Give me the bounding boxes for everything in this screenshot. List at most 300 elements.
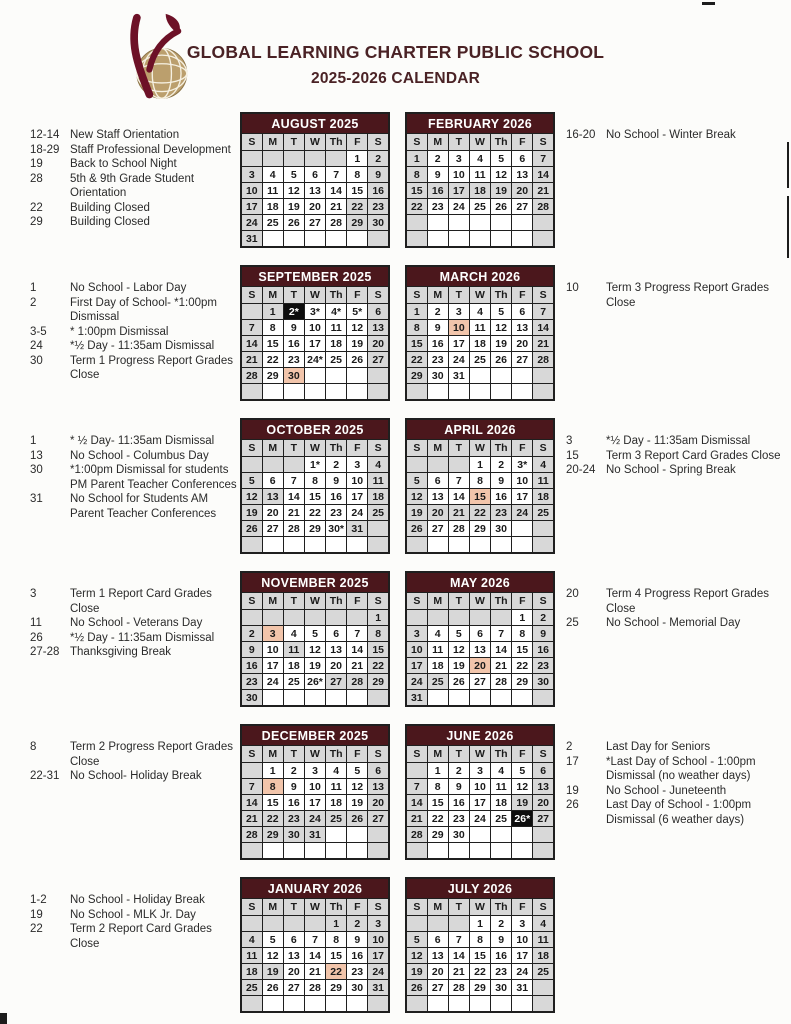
calendar-grid bbox=[0, 112, 791, 1013]
day-cell: 8 bbox=[512, 626, 533, 642]
day-cell bbox=[368, 996, 389, 1013]
day-cell: 21 bbox=[533, 336, 554, 352]
day-cell bbox=[304, 610, 325, 626]
day-cell: 6 bbox=[262, 473, 283, 489]
note-text: * 1:00pm Dismissal bbox=[70, 325, 169, 338]
day-cell bbox=[326, 384, 347, 401]
day-cell bbox=[368, 537, 389, 554]
day-cell: 30 bbox=[533, 674, 554, 690]
day-cell: 10 bbox=[241, 183, 262, 199]
day-cell: 3* bbox=[304, 304, 325, 320]
day-cell: 30* bbox=[326, 521, 347, 537]
day-cell: 14 bbox=[304, 948, 325, 964]
day-cell bbox=[533, 843, 554, 860]
school-name: GLOBAL LEARNING CHARTER PUBLIC SCHOOL bbox=[186, 42, 605, 62]
note-line bbox=[30, 769, 240, 784]
day-header: M bbox=[427, 287, 448, 304]
day-cell: 29 bbox=[368, 674, 389, 690]
day-cell bbox=[533, 980, 554, 996]
day-cell bbox=[283, 151, 304, 167]
note-text: *½ Day - 11:35am Dismissal bbox=[70, 340, 215, 352]
day-cell: 13 bbox=[533, 779, 554, 795]
note-text: No School - Winter Break bbox=[606, 129, 736, 141]
day-cell: 6 bbox=[512, 304, 533, 320]
calendar-title: AUGUST 2025 bbox=[241, 113, 389, 134]
day-header: Th bbox=[491, 440, 512, 457]
calendar-january-2026 bbox=[240, 877, 390, 1013]
day-cell: 10 bbox=[304, 320, 325, 336]
day-cell: 20 bbox=[469, 658, 490, 674]
day-cell: 21 bbox=[304, 964, 325, 980]
day-cell: 6 bbox=[368, 304, 389, 320]
day-cell: 14 bbox=[406, 795, 427, 811]
day-header: M bbox=[427, 440, 448, 457]
day-header: M bbox=[262, 593, 283, 610]
note-text: Term 2 Progress Report Grades Close bbox=[70, 741, 233, 768]
day-cell: 5 bbox=[283, 167, 304, 183]
day-cell: 22 bbox=[406, 199, 427, 215]
day-cell: 20 bbox=[512, 336, 533, 352]
day-cell bbox=[491, 368, 512, 384]
day-cell: 26 bbox=[406, 980, 427, 996]
note-dates: 2 bbox=[30, 296, 37, 309]
day-cell: 16 bbox=[368, 183, 389, 199]
day-cell: 18 bbox=[283, 658, 304, 674]
day-cell: 5 bbox=[304, 626, 325, 642]
day-cell: 29 bbox=[262, 827, 283, 843]
day-cell: 21 bbox=[406, 811, 427, 827]
day-cell: 14 bbox=[241, 336, 262, 352]
calendar-april-2026 bbox=[405, 418, 555, 554]
day-cell: 5 bbox=[491, 151, 512, 167]
day-cell: 20 bbox=[304, 199, 325, 215]
day-cell: 4 bbox=[241, 932, 262, 948]
day-header: T bbox=[448, 440, 469, 457]
day-header: T bbox=[283, 440, 304, 457]
day-header: S bbox=[406, 440, 427, 457]
day-cell: 16 bbox=[241, 658, 262, 674]
day-cell bbox=[347, 384, 368, 401]
day-cell: 25 bbox=[326, 352, 347, 368]
day-header: S bbox=[533, 134, 554, 151]
day-header: S bbox=[241, 287, 262, 304]
note-text: Term 1 Progress Report Grades Close bbox=[70, 354, 233, 381]
day-cell: 1 bbox=[469, 457, 490, 473]
calendar-title: DECEMBER 2025 bbox=[241, 725, 389, 746]
day-cell: 8 bbox=[262, 779, 283, 795]
day-cell bbox=[368, 384, 389, 401]
scan-artifact bbox=[0, 1013, 7, 1024]
day-cell: 3 bbox=[512, 916, 533, 932]
day-cell bbox=[326, 368, 347, 384]
day-cell: 18 bbox=[533, 489, 554, 505]
day-cell bbox=[304, 384, 325, 401]
day-cell: 8 bbox=[469, 473, 490, 489]
day-cell: 1 bbox=[347, 151, 368, 167]
note-line bbox=[30, 354, 240, 383]
note-line bbox=[30, 325, 240, 340]
note-text: New Staff Orientation bbox=[70, 129, 180, 141]
day-cell: 15 bbox=[469, 489, 490, 505]
note-text: No School for Students AM Parent Teacher Conferences bbox=[70, 493, 217, 520]
day-cell: 13 bbox=[262, 489, 283, 505]
day-cell: 26* bbox=[304, 674, 325, 690]
day-cell bbox=[283, 690, 304, 707]
day-cell: 8 bbox=[262, 320, 283, 336]
day-header: Th bbox=[326, 593, 347, 610]
day-cell bbox=[491, 690, 512, 707]
day-cell: 6 bbox=[326, 626, 347, 642]
day-cell bbox=[241, 996, 262, 1013]
note-text: *1:00pm Dismissal for students PM Parent Teacher Conferences bbox=[70, 464, 237, 491]
day-cell: 20 bbox=[368, 336, 389, 352]
note-line bbox=[30, 587, 240, 616]
page-header bbox=[0, 0, 791, 112]
day-cell: 6 bbox=[368, 763, 389, 779]
day-cell: 4 bbox=[427, 626, 448, 642]
day-header: W bbox=[304, 593, 325, 610]
calendar-title: MAY 2026 bbox=[406, 572, 554, 593]
calendar-title: SEPTEMBER 2025 bbox=[241, 266, 389, 287]
day-cell: 13 bbox=[368, 779, 389, 795]
day-header: S bbox=[368, 899, 389, 916]
day-cell: 25 bbox=[283, 674, 304, 690]
day-cell: 12 bbox=[406, 948, 427, 964]
day-cell: 19 bbox=[406, 964, 427, 980]
day-header: F bbox=[512, 593, 533, 610]
day-cell: 1 bbox=[326, 916, 347, 932]
day-cell: 27 bbox=[283, 980, 304, 996]
day-header: W bbox=[304, 134, 325, 151]
note-dates: 16-20 bbox=[566, 129, 596, 141]
day-cell: 5 bbox=[448, 626, 469, 642]
month-row bbox=[0, 265, 791, 401]
day-cell bbox=[469, 384, 490, 401]
day-cell: 15 bbox=[406, 336, 427, 352]
day-cell: 27 bbox=[304, 215, 325, 231]
day-cell: 17 bbox=[368, 948, 389, 964]
day-header: Th bbox=[491, 287, 512, 304]
note-text: Building Closed bbox=[70, 216, 150, 228]
day-header: T bbox=[283, 287, 304, 304]
note-text: * ½ Day- 11:35am Dismissal bbox=[70, 435, 215, 447]
note-text: Last Day for Seniors bbox=[606, 741, 711, 753]
day-header: F bbox=[512, 899, 533, 916]
note-dates: 27-28 bbox=[30, 646, 60, 658]
day-header: M bbox=[427, 593, 448, 610]
day-header: F bbox=[347, 593, 368, 610]
day-cell bbox=[304, 231, 325, 248]
day-cell: 31 bbox=[347, 521, 368, 537]
day-cell: 26 bbox=[262, 980, 283, 996]
day-cell: 13 bbox=[326, 642, 347, 658]
day-cell: 24 bbox=[512, 505, 533, 521]
day-cell bbox=[347, 996, 368, 1013]
left-notes-column bbox=[0, 724, 240, 784]
day-cell: 19 bbox=[491, 336, 512, 352]
day-header: S bbox=[406, 593, 427, 610]
day-cell bbox=[406, 763, 427, 779]
day-cell bbox=[469, 690, 490, 707]
day-cell: 23 bbox=[368, 199, 389, 215]
day-cell bbox=[283, 384, 304, 401]
day-cell: 13 bbox=[304, 183, 325, 199]
day-cell: 22 bbox=[469, 964, 490, 980]
day-cell: 31 bbox=[368, 980, 389, 996]
logo-figure-globe-icon bbox=[110, 10, 206, 106]
day-cell: 7 bbox=[283, 473, 304, 489]
day-cell bbox=[491, 537, 512, 554]
month-row bbox=[0, 724, 791, 860]
day-cell: 25 bbox=[427, 674, 448, 690]
day-cell: 15 bbox=[262, 336, 283, 352]
day-cell: 2 bbox=[427, 304, 448, 320]
day-cell: 28 bbox=[533, 352, 554, 368]
day-header: S bbox=[241, 440, 262, 457]
day-cell: 2 bbox=[283, 763, 304, 779]
day-cell: 29 bbox=[304, 521, 325, 537]
note-text: No School - Juneteenth bbox=[606, 784, 727, 797]
note-text: *½ Day - 11:35am Dismissal bbox=[606, 435, 751, 447]
day-cell bbox=[262, 690, 283, 707]
day-cell: 31 bbox=[241, 231, 262, 248]
day-cell: 11 bbox=[491, 779, 512, 795]
day-cell: 26 bbox=[406, 521, 427, 537]
day-cell: 7 bbox=[491, 626, 512, 642]
school-logo bbox=[110, 10, 206, 111]
day-cell: 11 bbox=[533, 473, 554, 489]
day-cell: 14 bbox=[533, 167, 554, 183]
day-cell: 14 bbox=[533, 320, 554, 336]
day-cell: 19 bbox=[283, 199, 304, 215]
day-cell: 11 bbox=[241, 948, 262, 964]
day-cell: 14 bbox=[448, 489, 469, 505]
day-cell bbox=[241, 537, 262, 554]
day-cell: 9 bbox=[326, 473, 347, 489]
day-cell: 2* bbox=[283, 304, 304, 320]
day-cell: 15 bbox=[427, 795, 448, 811]
day-cell: 26 bbox=[283, 215, 304, 231]
day-cell bbox=[469, 996, 490, 1013]
day-cell: 17 bbox=[241, 199, 262, 215]
day-header: S bbox=[406, 134, 427, 151]
day-cell: 25 bbox=[262, 215, 283, 231]
day-cell: 12 bbox=[241, 489, 262, 505]
day-cell bbox=[533, 215, 554, 231]
note-text: No School - Columbus Day bbox=[70, 449, 209, 462]
day-cell bbox=[448, 916, 469, 932]
day-header: W bbox=[304, 899, 325, 916]
day-cell bbox=[262, 151, 283, 167]
day-cell: 10 bbox=[406, 642, 427, 658]
day-header: M bbox=[262, 746, 283, 763]
day-cell: 15 bbox=[262, 795, 283, 811]
right-notes-column bbox=[555, 418, 791, 478]
day-cell bbox=[241, 916, 262, 932]
day-cell bbox=[368, 368, 389, 384]
day-cell: 14 bbox=[491, 642, 512, 658]
day-cell bbox=[241, 763, 262, 779]
day-cell bbox=[427, 215, 448, 231]
day-cell: 23 bbox=[491, 964, 512, 980]
day-header: S bbox=[368, 287, 389, 304]
month-row bbox=[0, 112, 791, 248]
day-cell: 14 bbox=[448, 948, 469, 964]
day-header: S bbox=[241, 746, 262, 763]
day-cell bbox=[406, 215, 427, 231]
day-cell: 14 bbox=[283, 489, 304, 505]
day-cell: 25 bbox=[533, 505, 554, 521]
note-line bbox=[30, 201, 240, 216]
day-cell bbox=[427, 457, 448, 473]
day-cell bbox=[283, 231, 304, 248]
day-cell bbox=[427, 610, 448, 626]
day-cell: 27 bbox=[368, 352, 389, 368]
day-cell: 20 bbox=[326, 658, 347, 674]
scan-artifact bbox=[787, 142, 789, 188]
day-cell: 5 bbox=[512, 763, 533, 779]
day-cell: 20 bbox=[427, 505, 448, 521]
day-cell: 14 bbox=[241, 795, 262, 811]
day-cell: 16 bbox=[448, 795, 469, 811]
day-cell: 3 bbox=[469, 763, 490, 779]
day-cell: 17 bbox=[448, 336, 469, 352]
day-cell: 23 bbox=[491, 505, 512, 521]
day-cell: 27 bbox=[533, 811, 554, 827]
day-cell: 8 bbox=[406, 320, 427, 336]
day-cell: 8 bbox=[406, 167, 427, 183]
day-cell: 12 bbox=[304, 642, 325, 658]
day-header: S bbox=[533, 440, 554, 457]
right-notes-column bbox=[555, 724, 791, 827]
calendar-march-2026 bbox=[405, 265, 555, 401]
day-cell: 3 bbox=[448, 304, 469, 320]
day-cell: 2 bbox=[368, 151, 389, 167]
calendar-title: JULY 2026 bbox=[406, 878, 554, 899]
day-cell: 13 bbox=[427, 948, 448, 964]
note-text: No School - Holiday Break bbox=[70, 894, 205, 906]
month-row bbox=[0, 418, 791, 554]
note-dates: 17 bbox=[566, 755, 579, 768]
note-text: No School - MLK Jr. Day bbox=[70, 908, 196, 921]
day-cell bbox=[262, 231, 283, 248]
day-cell: 7 bbox=[347, 626, 368, 642]
day-cell: 7 bbox=[326, 167, 347, 183]
day-cell: 26* bbox=[512, 811, 533, 827]
day-header: F bbox=[347, 287, 368, 304]
calendar-title: OCTOBER 2025 bbox=[241, 419, 389, 440]
note-line bbox=[30, 616, 240, 631]
day-cell: 7 bbox=[406, 779, 427, 795]
day-cell: 18 bbox=[241, 964, 262, 980]
day-cell bbox=[347, 610, 368, 626]
day-cell: 19 bbox=[347, 336, 368, 352]
day-cell: 30 bbox=[347, 980, 368, 996]
day-header: F bbox=[512, 746, 533, 763]
note-text: Term 3 Report Card Grades Close bbox=[606, 449, 781, 462]
day-cell: 19 bbox=[241, 505, 262, 521]
day-cell: 23 bbox=[427, 352, 448, 368]
day-cell bbox=[512, 215, 533, 231]
day-cell: 10 bbox=[512, 932, 533, 948]
day-cell: 27 bbox=[262, 521, 283, 537]
day-cell bbox=[427, 996, 448, 1013]
day-cell: 9 bbox=[347, 932, 368, 948]
calendar-title: APRIL 2026 bbox=[406, 419, 554, 440]
day-cell: 3 bbox=[448, 151, 469, 167]
day-cell bbox=[304, 690, 325, 707]
day-cell: 5 bbox=[241, 473, 262, 489]
day-cell: 15 bbox=[512, 642, 533, 658]
day-header: S bbox=[533, 899, 554, 916]
calendar-title: MARCH 2026 bbox=[406, 266, 554, 287]
day-cell: 1 bbox=[512, 610, 533, 626]
note-line bbox=[566, 449, 791, 464]
day-cell: 3 bbox=[304, 763, 325, 779]
day-cell bbox=[512, 690, 533, 707]
note-line bbox=[30, 463, 240, 492]
day-header: Th bbox=[491, 593, 512, 610]
calendar-june-2026 bbox=[405, 724, 555, 860]
day-cell: 17 bbox=[512, 489, 533, 505]
note-text: Back to School Night bbox=[70, 158, 177, 170]
note-dates: 26 bbox=[566, 799, 579, 811]
day-cell: 29 bbox=[469, 980, 490, 996]
day-cell: 18 bbox=[262, 199, 283, 215]
day-cell: 17 bbox=[304, 336, 325, 352]
day-cell bbox=[326, 610, 347, 626]
day-cell: 23 bbox=[326, 505, 347, 521]
day-cell bbox=[512, 996, 533, 1013]
day-cell: 10 bbox=[469, 779, 490, 795]
day-cell: 28 bbox=[347, 674, 368, 690]
day-cell: 29 bbox=[406, 368, 427, 384]
day-cell: 30 bbox=[283, 827, 304, 843]
day-cell: 17 bbox=[512, 948, 533, 964]
note-dates: 19 bbox=[30, 908, 43, 921]
day-cell: 9 bbox=[448, 779, 469, 795]
day-cell: 11 bbox=[427, 642, 448, 658]
day-cell: 24 bbox=[368, 964, 389, 980]
day-cell: 4 bbox=[283, 626, 304, 642]
day-cell: 11 bbox=[326, 779, 347, 795]
day-cell: 12 bbox=[491, 167, 512, 183]
note-dates: 20 bbox=[566, 588, 579, 600]
day-cell: 4 bbox=[368, 457, 389, 473]
left-notes-column bbox=[0, 265, 240, 383]
day-cell bbox=[406, 610, 427, 626]
day-cell: 15 bbox=[406, 183, 427, 199]
day-header: T bbox=[283, 899, 304, 916]
day-cell: 10 bbox=[304, 779, 325, 795]
day-cell: 21 bbox=[448, 964, 469, 980]
note-line bbox=[30, 631, 240, 646]
day-cell bbox=[283, 537, 304, 554]
scan-artifact bbox=[702, 2, 715, 5]
day-cell bbox=[533, 368, 554, 384]
day-cell bbox=[326, 231, 347, 248]
day-header: F bbox=[512, 287, 533, 304]
note-dates: 31 bbox=[30, 493, 43, 505]
note-text: *½ Day - 11:35am Dismissal bbox=[70, 631, 215, 644]
day-cell bbox=[512, 843, 533, 860]
day-header: W bbox=[469, 440, 490, 457]
day-cell bbox=[406, 996, 427, 1013]
note-dates: 28 bbox=[30, 172, 43, 185]
note-dates: 15 bbox=[566, 449, 579, 462]
day-cell bbox=[368, 690, 389, 707]
day-cell: 20 bbox=[262, 505, 283, 521]
